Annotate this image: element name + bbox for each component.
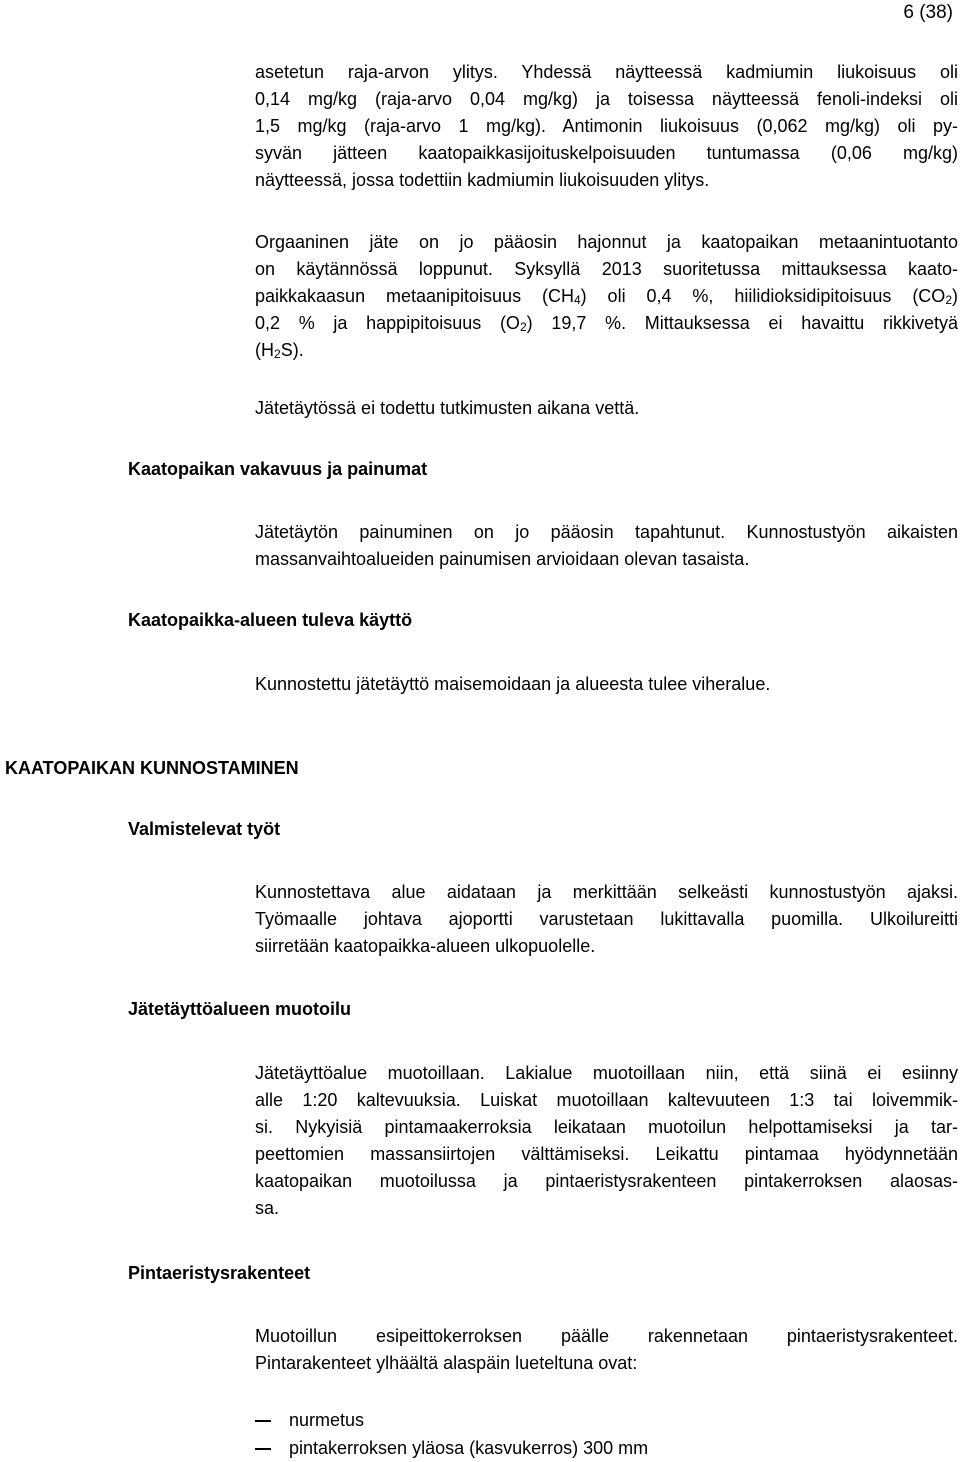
list-item: nurmetus	[255, 1406, 648, 1434]
text-line: $(H_2S)$.	[255, 340, 304, 361]
paragraph-surface	[255, 1323, 958, 1377]
text-line: 0,14 mg/kg (raja-arvo 0,04 mg/kg) ja toisessa näytteessä fenoli-indeksi oli	[255, 89, 958, 109]
text-line: si. Nykyisiä pintamaakerroksia leikataan muotoilun helpottamiseksi ja tar-	[255, 1117, 958, 1137]
text-line: sa.	[255, 1198, 280, 1218]
page-number: 6 (38)	[903, 2, 953, 23]
layer-list	[255, 1406, 648, 1462]
text-line: alle 1:20 kaltevuuksia. Luiskat muotoillaan kaltevuuteen 1:3 tai loivemmik-	[255, 1090, 958, 1110]
paragraph-leachability	[255, 59, 958, 194]
text-line: massanvaihtoalueiden painumisen arvioidaan olevan tasaista.	[255, 549, 750, 569]
list-item: pintakerroksen yläosa (kasvukerros) 300 mm	[255, 1434, 648, 1462]
paragraph-shaping	[255, 1060, 958, 1222]
text-line: Kunnostettu jätetäyttö maisemoidaan ja alueesta tulee viheralue.	[255, 674, 771, 694]
section-heading-shaping: Jätetäyttöalueen muotoilu	[128, 999, 352, 1019]
text-line: syvän jätteen kaatopaikkasijoituskelpoisuuden tuntumassa (0,06 mg/kg)	[255, 143, 958, 163]
text-line: siirretään kaatopaikka-alueen ulkopuolelle.	[255, 936, 596, 956]
text-line: kaatopaikan muotoilussa ja pintaeristysrakenteen pintakerroksen alaosas-	[255, 1171, 958, 1191]
text-line: Jätetäytössä ei todettu tutkimusten aikana vettä.	[255, 398, 640, 418]
paragraph-settlement	[255, 519, 958, 573]
text-line: Työmaalle johtava ajoportti varustetaan lukittavalla puomilla. Ulkoilureitti	[255, 909, 958, 929]
paragraph-water	[255, 395, 958, 422]
section-heading-stability: Kaatopaikan vakavuus ja painumat	[128, 459, 428, 479]
text-line: paikkakaasun metaanipitoisuus $(CH_4)$ oli 0,4 %, hiilidioksidipitoisuus $(CO_2)$	[255, 286, 958, 307]
text-line: asetetun raja-arvon ylitys. Yhdessä näytteessä kadmiumin liukoisuus oli	[255, 62, 958, 82]
text-line: on käytännössä loppunut. Syksyllä 2013 suoritetussa mittauksessa kaato-	[255, 259, 958, 279]
text-line: Jätetäytön painuminen on jo pääosin tapahtunut. Kunnostustyön aikaisten	[255, 522, 958, 542]
text-line: Pintarakenteet ylhäältä alaspäin lueteltuna ovat:	[255, 1353, 638, 1373]
section-heading-preparatory: Valmistelevat työt	[128, 819, 281, 839]
paragraph-landfill-gas	[255, 229, 958, 364]
section-heading-future-use: Kaatopaikka-alueen tuleva käyttö	[128, 610, 413, 630]
paragraph-future-use	[255, 671, 958, 698]
text-line: 0,2 % ja happipitoisuus $(O_2)$ 19,7 %. Mittauksessa ei havaittu rikkivetyä	[255, 313, 958, 334]
text-line: näytteessä, jossa todettiin kadmiumin liukoisuuden ylitys.	[255, 170, 710, 190]
text-line: Muotoillun esipeittokerroksen päälle rakennetaan pintaeristysrakenteet.	[255, 1326, 958, 1346]
dash-bullet-icon	[255, 1420, 271, 1422]
dash-bullet-icon	[255, 1448, 271, 1450]
text-line: Orgaaninen jäte on jo pääosin hajonnut ja kaatopaikan metaanintuotanto	[255, 232, 958, 252]
text-line: 1,5 mg/kg (raja-arvo 1 mg/kg). Antimonin liukoisuus (0,062 mg/kg) oli py-	[255, 116, 958, 136]
main-heading: KAATOPAIKAN KUNNOSTAMINEN	[5, 758, 299, 778]
section-heading-surface: Pintaeristysrakenteet	[128, 1263, 311, 1283]
text-line: Jätetäyttöalue muotoillaan. Lakialue muotoillaan niin, että siinä ei esiinny	[255, 1063, 958, 1083]
text-line: Kunnostettava alue aidataan ja merkittään selkeästi kunnostustyön ajaksi.	[255, 882, 958, 902]
text-line: peettomien massansiirtojen välttämiseksi. Leikattu pintamaa hyödynnetään	[255, 1144, 958, 1164]
paragraph-preparatory	[255, 879, 958, 960]
